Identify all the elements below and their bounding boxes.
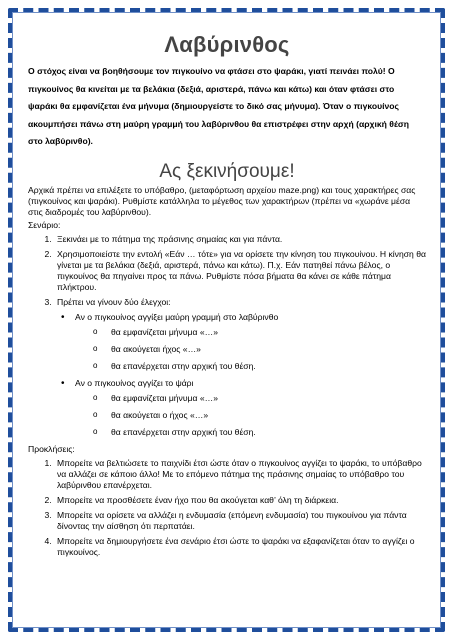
challenge-text: Μπορείτε να δημιουργήσετε ένα σενάριο έτσι ώστε το ψαράκι να εξαφανίζεται όταν το αγγίζει ο πιγκουίνος.: [57, 535, 415, 557]
sub-item-text: θα εμφανίζεται μήνυμα «…»: [111, 326, 219, 337]
sub-list: [75, 393, 426, 438]
list-item: [91, 427, 426, 438]
list-item: [57, 312, 426, 372]
list-item: [54, 249, 426, 293]
checks-list: [57, 312, 426, 438]
sub-item-text: θα επανέρχεται στην αρχική του θέση.: [111, 426, 256, 437]
sub-item-text: θα εμφανίζεται μήνυμα «…»: [111, 392, 219, 403]
sub-item-text: θα ακούγεται ήχος «…»: [111, 343, 201, 354]
list-item: [91, 393, 426, 404]
challenges-list: [28, 458, 426, 558]
list-item: [54, 234, 426, 245]
list-item: [54, 458, 426, 491]
sub-item-text: θα επανέρχεται στην αρχική του θέση.: [111, 360, 256, 371]
list-item: [91, 327, 426, 338]
setup-paragraph: Αρχικά πρέπει να επιλέξετε το υπόβαθρο, (μεταφόρτωση αρχείου maze.png) και τους χαρακτήρες σας (πιγκουίνος και ψαράκι). Ρυθμίστε κατάλληλα το μέγεθος των χαρακτήρων (πρέπει να «χωράνε μέσα στις διαδρομές του λαβύρινθου).: [28, 184, 416, 217]
list-item: [54, 536, 426, 558]
challenges-label: Προκλήσεις:: [28, 443, 75, 454]
scenario-label: Σενάριο:: [28, 219, 61, 230]
check-label: Αν ο πιγκουίνος αγγίζει το ψάρι: [75, 377, 194, 388]
list-item: [54, 495, 426, 506]
list-item: [91, 361, 426, 372]
intro-paragraph: Ο στόχος είναι να βοηθήσουμε τον πιγκουίνο να φτάσει στο ψαράκι, γιατί πεινάει πολύ! Ο πιγκουίνος θα κινείται με τα βελάκια (δεξιά, αριστερά, πάνω και κάτω) και όταν φτάσει στο ψαράκι θα εμφανίζεται ένα μήνυμα (δημιουργείστε το δικό σας μήνυμα). Όταν ο πιγκουίνος ακουμπήσει πάνω στη μαύρη γραμμή του λαβύρινθου θα επιστρέφει στην αρχή (αρχική θέση στο λαβύρινθο).: [28, 66, 409, 146]
step-text: Πρέπει να γίνουν δύο έλεγχοι:: [57, 296, 171, 307]
sub-item-text: θα ακούγεται ο ήχος «…»: [111, 409, 209, 420]
list-item: [91, 410, 426, 421]
challenge-text: Μπορείτε να προσθέσετε έναν ήχο που θα ακούγεται καθ’ όλη τη διάρκεια.: [57, 494, 339, 505]
challenge-text: Μπορείτε να βελτιώσετε το παιχνίδι έτσι ώστε όταν ο πιγκουίνος αγγίζει το ψαράκι, το υπόβαθρο να αλλάζει σε κάποιο άλλο! Με το επόμενο πάτημα της πράσινης σημαίας το υπόβαθρο του λαβύρινθου επανέρχεται.: [57, 457, 422, 490]
step-text: Ξεκινάει με το πάτημα της πράσινης σημαίας και για πάντα.: [57, 233, 283, 244]
list-item: [54, 297, 426, 438]
list-item: [91, 344, 426, 355]
list-item: [54, 510, 426, 532]
section-heading: Ας ξεκινήσουμε!: [159, 160, 295, 182]
document-body: [28, 32, 426, 562]
page-title: Λαβύρινθος: [164, 32, 290, 57]
check-label: Αν ο πιγκουίνος αγγίξει μαύρη γραμμή στο λαβύρινθο: [75, 311, 279, 322]
list-item: [57, 378, 426, 438]
scenario-steps: [28, 234, 426, 438]
challenge-text: Μπορείτε να ορίσετε να αλλάζει η ενδυμασία (επόμενη ενδυμασία) του πιγκουίνου για πάντα δίνοντας την αίσθηση ότι περπατάει.: [57, 509, 407, 531]
sub-list: [75, 327, 426, 372]
step-text: Χρησιμοποιείστε την εντολή «Εάν … τότε» για να ορίσετε την κίνηση του πιγκουίνου. Η κίνηση θα γίνεται με τα βελάκια (δεξιά, αριστερά, πάνω και κάτω). Π.χ. Εάν πατηθεί πάνω βέλος, ο πιγκουίνος θα πηγαίνει προς τα πάνω. Ρυθμίστε πόσα βήματα θα κάνει σε κάθε πάτημα πλήκτρου.: [57, 248, 426, 292]
